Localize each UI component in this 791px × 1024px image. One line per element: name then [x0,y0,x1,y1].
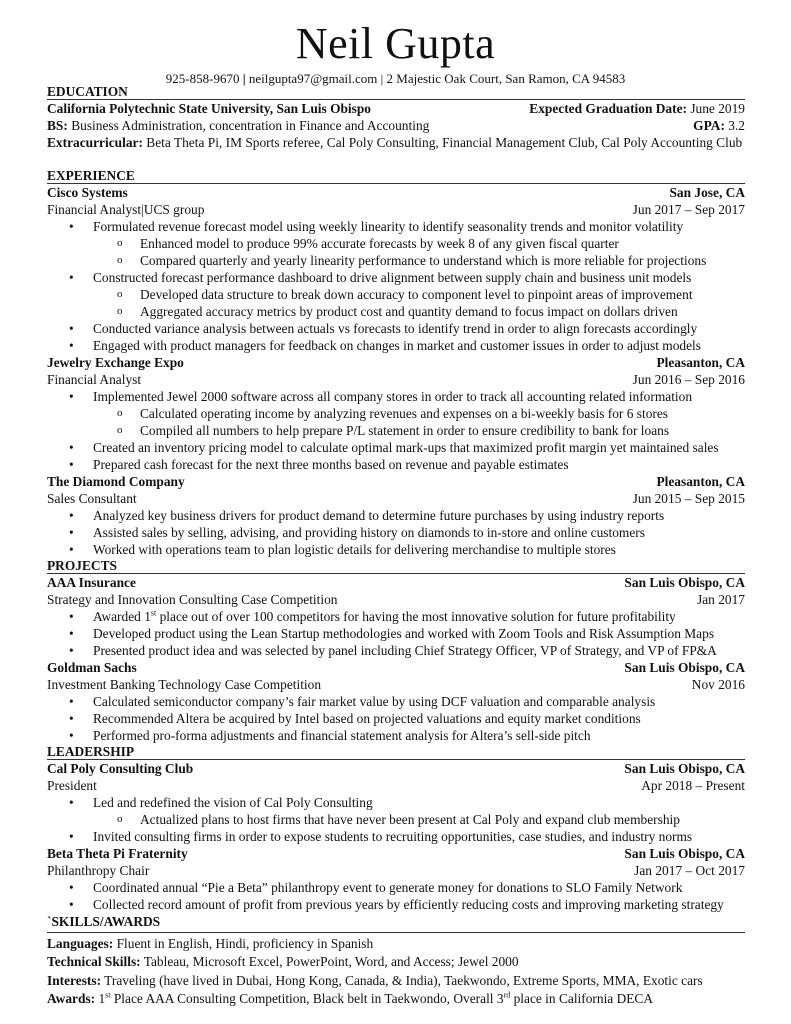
superscript: st [150,608,157,618]
bullet-text: Created an inventory pricing model to calculate optimal mark-ups that maximized profit margin yet maintained sales [93,440,719,455]
skills-section [47,913,745,1009]
bullet-item [47,303,745,320]
organization: Cisco Systems [47,185,128,200]
bullet-item [47,422,745,439]
circle-bullet-icon: o [117,424,123,436]
bullet-text: Calculated operating income by analyzing revenues and expenses on a bi-weekly basis for 6 stores [140,406,669,421]
superscript: st [105,990,111,1000]
disc-bullet-icon: • [69,219,74,234]
bullet-text: Assisted sales by selling, advising, and providing history on diamonds to in-store and online customers [93,525,645,540]
entry-subheader [47,777,745,794]
bullet-item [47,794,745,811]
bullet-text: Recommended Altera be acquired by Intel based on projected valuations and equity market conditions [93,711,641,726]
bullet-text: Invited consulting firms in order to expose students to recruiting opportunities, case studies, and industry norms [93,829,693,844]
skill-text: Fluent in English, Hindi, proficiency in Spanish [113,935,374,951]
location: San Luis Obispo, CA [624,575,745,590]
disc-bullet-icon: • [69,626,74,641]
disc-bullet-icon: • [69,321,74,336]
skill-text: Tableau, Microsoft Excel, PowerPoint, Word, and Access; Jewel 2000 [140,954,519,969]
disc-bullet-icon: • [69,829,74,844]
bullet-text: Conducted variance analysis between actuals vs forecasts to identify trend in order to align forecasts accordingly [93,321,698,336]
disc-bullet-icon: • [69,609,74,624]
skill-line [47,935,745,954]
bullet-item [47,896,745,913]
entry-header [47,574,745,591]
bullet-text: Developed data structure to break down accuracy to component level to pinpoint areas of improvement [140,287,693,302]
bullet-text: Collected record amount of profit from previous years by efficiently reducing costs and improving marketing strategy [93,897,724,912]
disc-bullet-icon: • [69,694,74,709]
bullet-item [47,710,745,727]
disc-bullet-icon: • [69,389,74,404]
disc-bullet-icon: • [69,457,74,472]
skill-line [47,972,745,991]
organization: Goldman Sachs [47,660,137,675]
entry-header [47,473,745,490]
skill-line [47,990,745,1009]
leadership-section [47,744,745,913]
circle-bullet-icon: o [117,237,123,249]
skill-text: 1 [95,991,106,1006]
bullet-item [47,693,745,710]
dates: Jan 2017 [697,592,745,607]
bullet-item [47,320,745,337]
dates: Jun 2017 – Sep 2017 [632,202,745,217]
address: 2 Majestic Oak Court, San Ramon, CA 94583 [386,71,626,86]
entry [47,354,745,473]
bullet-item [47,642,745,659]
entry-subheader [47,371,745,388]
disc-bullet-icon: • [69,711,74,726]
entry-header [47,354,745,371]
skill-text: place in California DECA [510,991,654,1006]
skill-label: Interests: [47,972,102,988]
label: Expected Graduation Date: [529,101,687,116]
skill-label: Languages: [47,935,114,951]
bullet-text: Calculated semiconductor company’s fair market value by using DCF valuation and comparable analysis [93,694,656,709]
bullet-text: Analyzed key business drivers for product demand to determine future purchases by using industry reports [93,508,665,523]
bullet-item [47,456,745,473]
location: San Luis Obispo, CA [624,660,745,675]
disc-bullet-icon: • [69,338,74,353]
bullet-text: Aggregated accuracy metrics by product cost and quantity demand to focus impact on dollars driven [140,304,678,319]
resume-body [47,84,745,1009]
disc-bullet-icon: • [69,508,74,523]
separator: | [242,71,246,86]
bullet-text: Developed product using the Lean Startup methodologies and worked with Zoom Tools and Risk Assumption Maps [93,626,715,641]
organization: Cal Poly Consulting Club [47,761,194,776]
school-name: California Polytechnic State University, San Luis Obispo [47,101,372,116]
email: neilgupta97@gmail.com [248,71,378,86]
entry [47,659,745,744]
bullet-text: Engaged with product managers for feedback on changes in market and customer issues in order to adjust models [93,338,701,353]
entry [47,845,745,913]
bullet-text: Led and redefined the vision of Cal Poly Consulting [93,795,373,810]
organization: Jewelry Exchange Expo [47,355,184,370]
education-section [47,84,745,168]
bullet-text: Worked with operations team to plan logistic details for delivering merchandise to multiple stores [93,542,616,557]
bullet-text: Formulated revenue forecast model using weekly linearity to identify seasonality trends and monitor volatility [93,219,684,234]
bullet-text: Awarded 1 [93,609,151,624]
role: President [47,778,97,793]
entry-subheader [47,862,745,879]
organization: AAA Insurance [47,575,136,590]
phone: 925-858-9670 [165,71,240,86]
role: Sales Consultant [47,491,137,506]
bullet-item [47,337,745,354]
separator: | [380,71,384,86]
bullet-text: place out of over 100 competitors for having the most innovative solution for future profitability [156,609,676,624]
bullet-text: Performed pro-forma adjustments and financial statement analysis for Altera’s sell-side pitch [93,728,591,743]
location: Pleasanton, CA [656,474,745,489]
skill-label: Technical Skills: [47,954,141,969]
dates: Nov 2016 [691,677,745,692]
disc-bullet-icon: • [69,643,74,658]
value: June 2019 [686,101,745,116]
bullet-item [47,388,745,405]
bullet-item [47,269,745,286]
section-title: PROJECTS [47,558,745,574]
entry [47,574,745,659]
disc-bullet-icon: • [69,728,74,743]
superscript: rd [503,990,511,1000]
dates: Jun 2015 – Sep 2015 [632,491,745,506]
dates: Jun 2016 – Sep 2016 [632,372,745,387]
role: Philanthropy Chair [47,863,150,878]
entry-header [47,184,745,201]
bullet-item [47,524,745,541]
gpa [693,117,745,134]
role: Financial Analyst [47,372,142,387]
skill-label: Awards: [47,991,96,1006]
location: Pleasanton, CA [656,355,745,370]
bullet-text: Prepared cash forecast for the next three months based on revenue and payable estimates [93,457,569,472]
role: Strategy and Innovation Consulting Case Competition [47,592,338,607]
bullet-item [47,828,745,845]
entry-subheader [47,591,745,608]
disc-bullet-icon: • [69,880,74,895]
location: San Luis Obispo, CA [624,761,745,776]
graduation-date [529,100,745,117]
bullet-item [47,608,745,625]
location: San Jose, CA [669,185,745,200]
dates: Apr 2018 – Present [641,778,745,793]
degree-row [47,117,745,134]
skill-line [47,953,745,972]
bullet-item [47,541,745,558]
value: Business Administration, concentration in Finance and Accounting [67,118,430,133]
circle-bullet-icon: o [117,407,123,419]
entry-header [47,845,745,862]
entry-header [47,659,745,676]
bullet-item [47,507,745,524]
section-title: EXPERIENCE [47,168,745,184]
disc-bullet-icon: • [69,440,74,455]
circle-bullet-icon: o [117,254,123,266]
section-title: `SKILLS/AWARDS [47,913,745,933]
candidate-name: Neil Gupta [295,19,496,68]
bullet-item [47,439,745,456]
dates: Jan 2017 – Oct 2017 [634,863,745,878]
school-row [47,100,745,117]
section-title: LEADERSHIP [47,744,745,760]
role: Investment Banking Technology Case Competition [47,677,322,692]
bullet-item [47,286,745,303]
disc-bullet-icon: • [69,795,74,810]
bullet-item [47,405,745,422]
circle-bullet-icon: o [117,813,123,825]
section-title: EDUCATION [47,84,745,100]
entry [47,473,745,558]
bullet-item [47,625,745,642]
projects-section [47,558,745,744]
circle-bullet-icon: o [117,288,123,300]
skill-text: Traveling (have lived in Dubai, Hong Kong, Canada, & India), Taekwondo, Extreme Sports, MMA, Exotic cars [101,972,703,988]
location: San Luis Obispo, CA [624,846,745,861]
bullet-item [47,252,745,269]
bullet-text: Coordinated annual “Pie a Beta” philanthropy event to generate money for donations to SLO Family Network [93,880,683,895]
entry-subheader [47,490,745,507]
disc-bullet-icon: • [69,897,74,912]
bullet-text: Compiled all numbers to help prepare P/L statement in order to ensure credibility to bank for loans [140,423,670,438]
bullet-item [47,218,745,235]
disc-bullet-icon: • [69,525,74,540]
label: GPA: [693,118,725,133]
bullet-text: Actualized plans to host firms that have never been present at Cal Poly and expand club membership [140,812,680,827]
label: BS: [47,118,68,133]
bullet-item [47,235,745,252]
bullet-text: Constructed forecast performance dashboard to drive alignment between supply chain and business unit models [93,270,692,285]
experience-section [47,168,745,558]
disc-bullet-icon: • [69,542,74,557]
entry-subheader [47,201,745,218]
bullet-text: Presented product idea and was selected by panel including Chief Strategy Officer, VP of Strategy, and VP of FP&A [93,643,717,658]
role: Financial Analyst|UCS group [47,202,205,217]
bullet-item [47,811,745,828]
entry [47,760,745,845]
organization: The Diamond Company [47,474,185,489]
label: Extracurricular: [47,135,143,150]
bullet-item [47,727,745,744]
disc-bullet-icon: • [69,270,74,285]
bullet-item [47,879,745,896]
bullet-text: Compared quarterly and yearly linearity performance to understand which is more reliable for projections [140,253,707,268]
skill-text: Place AAA Consulting Competition, Black belt in Taekwondo, Overall 3 [110,991,504,1006]
value: Beta Theta Pi, IM Sports referee, Cal Poly Consulting, Financial Management Club, Cal Poly Accounting Club [142,135,743,150]
degree [47,117,429,134]
entry [47,184,745,354]
value: 3.2 [724,118,745,133]
bullet-text: Enhanced model to produce 99% accurate forecasts by week 8 of any given fiscal quarter [140,236,619,251]
bullet-text: Implemented Jewel 2000 software across all company stores in order to track all accounting related information [93,389,693,404]
entry-header [47,760,745,777]
entry-subheader [47,676,745,693]
extracurricular [47,134,745,151]
organization: Beta Theta Pi Fraternity [47,846,188,861]
circle-bullet-icon: o [117,305,123,317]
